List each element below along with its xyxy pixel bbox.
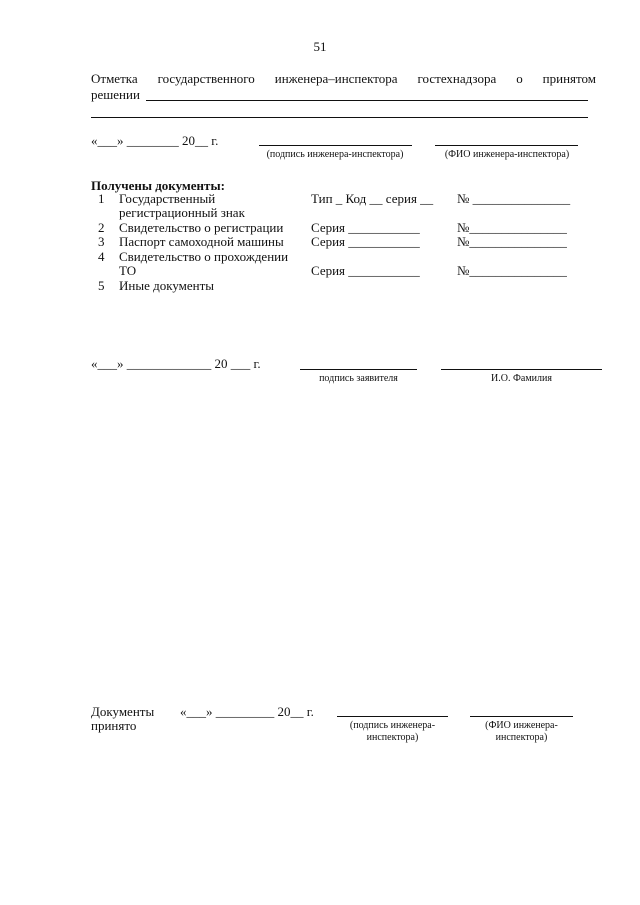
- header-word: гостехнадзора: [417, 71, 497, 86]
- accepted-date[interactable]: «___» _________ 20__ г.: [180, 704, 314, 719]
- doc-item-label: Иные документы: [119, 278, 215, 293]
- doc-item-number-field[interactable]: №_______________: [457, 234, 567, 249]
- doc-item-number: 3: [98, 234, 105, 249]
- accepted-signature-caption: (подпись инженера-: [349, 720, 436, 731]
- accepted-name-caption-cont: инспектора): [495, 732, 548, 743]
- doc-item-number-field[interactable]: № _______________: [457, 191, 571, 206]
- doc-item-field[interactable]: Серия ___________: [311, 263, 420, 278]
- doc-item-number-field[interactable]: №_______________: [457, 263, 567, 278]
- doc-item-field[interactable]: Тип _ Код __ серия __: [311, 191, 434, 206]
- doc-item-label-cont: ТО: [119, 263, 137, 278]
- doc-item-label: Свидетельство о регистрации: [119, 220, 284, 235]
- accepted-signature-line[interactable]: [337, 716, 448, 717]
- decision-field-line[interactable]: [146, 100, 588, 101]
- doc-item-label: Государственный: [119, 191, 216, 206]
- header-word: инженера–инспектора: [274, 71, 398, 86]
- doc-item-number: 4: [98, 249, 105, 264]
- doc-item-number: 1: [98, 191, 105, 206]
- inspector-name-line[interactable]: [435, 145, 578, 146]
- decision-label: решении: [91, 87, 140, 102]
- header-word: государственного: [157, 71, 255, 86]
- applicant-name-line[interactable]: [441, 369, 602, 370]
- header-word: принятом: [542, 71, 596, 86]
- doc-item-label: Паспорт самоходной машины: [119, 234, 284, 249]
- header-word: о: [516, 71, 523, 86]
- accepted-label: Документы: [91, 704, 155, 719]
- doc-item-number: 5: [98, 278, 105, 293]
- applicant-name-caption: И.О. Фамилия: [491, 373, 552, 384]
- header-line: [91, 72, 596, 86]
- doc-item-field[interactable]: Серия ___________: [311, 234, 420, 249]
- documents-title: Получены документы:: [91, 178, 225, 193]
- accepted-label-cont: принято: [91, 718, 137, 733]
- accepted-name-line[interactable]: [470, 716, 573, 717]
- applicant-signature-line[interactable]: [300, 369, 417, 370]
- doc-item-label-cont: регистрационный знак: [119, 205, 245, 220]
- inspector-date[interactable]: «___» ________ 20__ г.: [91, 133, 219, 148]
- accepted-signature-caption-cont: инспектора): [366, 732, 419, 743]
- inspector-signature-caption: (подпись инженера-инспектора): [266, 149, 404, 160]
- inspector-signature-line[interactable]: [259, 145, 412, 146]
- header-word: Отметка: [91, 71, 138, 86]
- doc-item-number-field[interactable]: №_______________: [457, 220, 567, 235]
- page-number: 51: [313, 39, 327, 54]
- doc-item-number: 2: [98, 220, 105, 235]
- applicant-signature-caption: подпись заявителя: [319, 373, 398, 384]
- accepted-name-caption: (ФИО инженера-: [485, 720, 558, 731]
- doc-item-label: Свидетельство о прохождении: [119, 249, 289, 264]
- inspector-name-caption: (ФИО инженера-инспектора): [444, 149, 570, 160]
- applicant-date[interactable]: «___» _____________ 20 ___ г.: [91, 356, 261, 371]
- decision-field-line-2[interactable]: [91, 117, 588, 118]
- doc-item-field[interactable]: Серия ___________: [311, 220, 420, 235]
